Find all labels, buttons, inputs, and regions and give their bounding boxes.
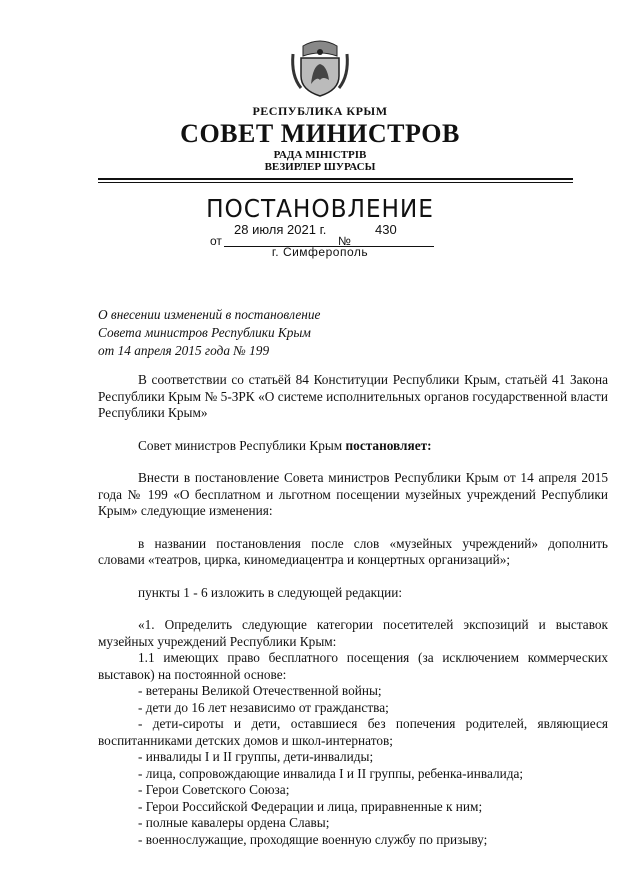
republic-name: РЕСПУБЛИКА КРЫМ — [252, 104, 388, 118]
decree-title — [98, 306, 438, 360]
list-item: - дети-сироты и дети, оставшиеся без попечения родителей, являющиеся воспитанниками детских домов и школ-интернатов; — [98, 716, 608, 748]
decree-number: 430 — [375, 222, 397, 237]
council-name-ukrainian: РАДА МІНІСТРІВ — [273, 149, 367, 161]
paragraph-points: пункты 1 - 6 изложить в следующей редакции: — [138, 584, 403, 600]
paragraph-resolves — [98, 438, 608, 455]
paragraph-free-visit: 1.1 имеющих право бесплатного посещения (за исключением коммерческих выставок) на постоянной основе: — [98, 650, 608, 682]
paragraph-legal-basis: В соответствии со статьёй 84 Конституции Республики Крым, статьёй 41 Закона Республики Крым № 5-ЗРК «О системе исполнительных органов государственной власти Республики Крым» — [98, 372, 608, 420]
council-name-crimean-tatar: ВЕЗИРЛЕР ШУРАСЫ — [264, 161, 376, 173]
resolves-lead: Совет министров Республики Крым — [138, 437, 346, 453]
paragraph-rename: в названии постановления после слов «музейных учреждений» дополнить словами «театров, цирка, киномедиацентра и концертных организаций»; — [98, 535, 608, 567]
list-item: - Герои Советского Союза; — [138, 782, 290, 797]
list-item: - военнослужащие, проходящие военную службу по призыву; — [138, 831, 488, 847]
paragraph-categories: «1. Определить следующие категории посетителей экспозиций и выставок музейных учреждений Республики Крым: — [98, 617, 608, 649]
list-item: - инвалиды I и II группы, дети-инвалиды; — [138, 749, 374, 764]
list-item: - Герои Российской Федерации и лица, приравненные к ним; — [138, 798, 483, 814]
city: г. Симферополь — [271, 245, 369, 259]
paragraph-amend: Внести в постановление Совета министров Республики Крым от 14 апреля 2015 года № 199 «О бесплатном и льготном посещении музейных учреждений Республики Крым» следующие изменения: — [98, 470, 608, 518]
header-divider-thin — [98, 182, 573, 183]
list-item: - дети до 16 лет независимо от гражданства; — [138, 699, 389, 715]
decree-date: 28 июля 2021 г. — [234, 222, 327, 237]
title-line: О внесении изменений в постановление — [98, 307, 321, 322]
title-line: от 14 апреля 2015 года № 199 — [98, 343, 270, 358]
number-prefix: № — [338, 234, 351, 248]
date-prefix: от — [210, 234, 222, 248]
list-item: - лица, сопровождающие инвалида I и II группы, ребенка-инвалида; — [138, 765, 524, 781]
title-line: Совета министров Республики Крым — [98, 325, 311, 340]
decree-body — [98, 372, 608, 848]
category-list — [98, 683, 608, 848]
list-item: - полные кавалеры ордена Славы; — [138, 815, 330, 830]
document-type: ПОСТАНОВЛЕНИЕ — [206, 194, 434, 223]
crimea-coat-of-arms-icon — [289, 36, 351, 98]
header-divider — [98, 178, 573, 180]
date-number-row — [210, 224, 440, 246]
list-item: - ветераны Великой Отечественной войны; — [138, 683, 382, 698]
council-name: СОВЕТ МИНИСТРОВ — [180, 119, 460, 148]
resolves-keyword: постановляет: — [345, 437, 432, 453]
